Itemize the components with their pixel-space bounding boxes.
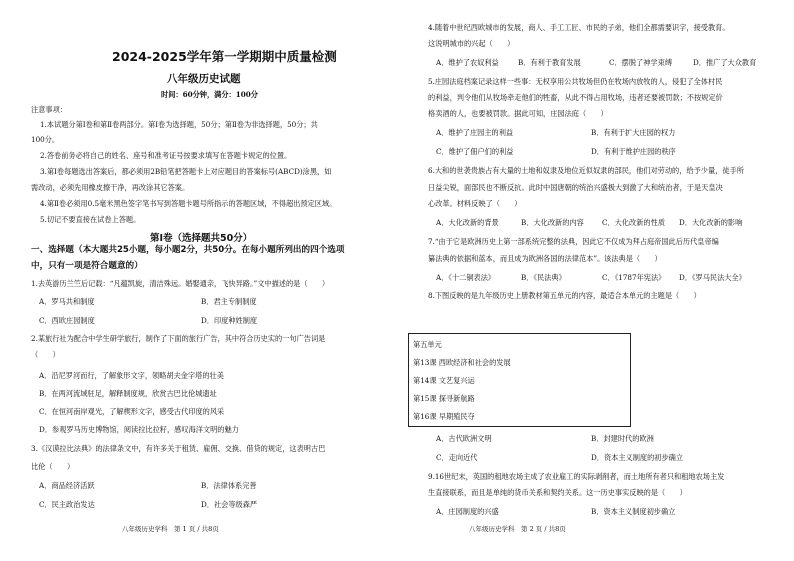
question-8-option-b: B．封建时代的欧洲	[591, 434, 654, 443]
question-5-option-d: D．有利于维护庄园的秩序	[591, 147, 676, 156]
question-9-stem: 9.16世纪末，英国的租地农场主成了农业雇工的实际剥削者，而土地所有者只和租地农场主发	[428, 472, 725, 481]
question-6-option-d: D．大化改新的影响	[679, 218, 743, 227]
lesson-item: 第16课 早期殖民夺	[413, 412, 475, 421]
notice-line: 2.答卷前务必将自己的姓名、座号和准考证号按要求填写在答题卡规定的位置。	[40, 151, 292, 160]
question-2-option-b: B．在两河流域驻足，解释制度规，欣赏古巴比伦城遗址	[39, 389, 217, 398]
page-footer: 八年级历史学科 第 1 页 / 共8页	[122, 525, 219, 533]
notice-heading: 注意事项：	[31, 105, 67, 114]
question-7-option-b: B．《民法典》	[521, 273, 566, 282]
question-7-stem: 7.“由于它是欧洲历史上第一部系统完整的法典，因此它不仅成为拜占庭帝国此后历代皇帝编	[428, 237, 719, 246]
question-6-option-c: C．大化改新的性质	[602, 218, 666, 227]
question-3-stem: 比伦（ ）	[31, 462, 75, 471]
question-1-option-d: D．印度种姓制度	[201, 316, 258, 325]
exam-meta: 时间：60分钟，满分：100分	[161, 90, 258, 99]
lesson-item: 第13课 西欧经济和社会的发展	[413, 358, 511, 367]
question-5-option-c: C．维护了佃户们的利益	[436, 147, 514, 156]
unit-heading: 第五单元	[413, 340, 442, 349]
question-5-stem: 5.庄园法庭档案记录这样一些事：无权享用公共牧场但仍在牧场内放牧的人，侵犯了全体村民	[428, 77, 723, 86]
question-8-option-c: C．走向近代	[436, 453, 478, 462]
unit-contents-box	[408, 333, 631, 427]
question-2-option-c: C．在恒河南岸观光，了解楔形文字，感受古代印度的风采	[39, 407, 225, 416]
question-3-stem: 3.《汉谟拉比法典》的法律条文中，有许多关于租赁、雇佣、交换、借贷的规定，这表明古巴	[31, 444, 326, 453]
question-5-stem: 格卖酒的人，也要被罚款。据此可知，庄园法庭（ ）	[428, 109, 608, 118]
question-4-stem: 4.随着中世纪西欧城市的发展，商人、手工工匠、市民的子弟，他们全都需要识字，接受教育。	[428, 23, 730, 32]
question-6-option-a: A．大化改新的背景	[436, 218, 499, 227]
question-7-option-c: C．《1787年宪法》	[602, 273, 666, 282]
question-9-option-a: A．庄园制度的兴盛	[436, 507, 499, 516]
question-6-stem: 心改革。材料反映了（ ）	[428, 199, 522, 208]
notice-line: 1.本试题分第Ⅰ卷和第Ⅱ卷两部分。第Ⅰ卷为选择题，50分；第Ⅱ卷为非选择题，50分；共	[40, 120, 318, 129]
question-7-stem: 纂法典的依据和蓝本，而且成为欧洲各国的法律范本”。该法典是（ ）	[428, 254, 662, 263]
question-3-option-d: D．社会等级森严	[201, 500, 258, 509]
question-5-stem: 的利益，判令他们从牧场牵走他们的牲畜，从此不得占用牧场，违者还要被罚款；不按规定价	[428, 93, 723, 102]
question-4-option-b: B．有利于教育发展	[518, 58, 581, 67]
question-1-stem: 1.去英游历兰竺后记载：“凡蕴凯旋，清洁殊远。婚娶通亲，飞快异路。”文中描述的是（ ）	[31, 279, 330, 288]
question-4-option-c: C．摆脱了神学束缚	[609, 58, 673, 67]
question-2-option-d: D．参观罗马历史博物馆，阅读拉比拉籽，感叹海洋文明的魅力	[39, 425, 239, 434]
notice-line: 100分。	[31, 135, 60, 144]
question-2-stem: 2.某旅行社为配合中学生研学旅行，制作了下面的旅行广告，其中符合历史实的一句广告词是	[31, 334, 326, 343]
page-right	[397, 0, 794, 561]
question-7-option-a: A．《十二铜表法》	[436, 273, 496, 282]
question-3-option-a: A．商品经济活跃	[39, 481, 95, 490]
question-5-option-b: B．有利于扩大庄园的权力	[591, 128, 676, 137]
lesson-item: 第15课 探寻新航路	[413, 394, 475, 403]
notice-line: 需改动，必须先用橡皮擦干净，再改涂其它答案。	[31, 183, 190, 192]
question-3-option-c: C．民主政治发达	[39, 500, 95, 509]
question-1-option-b: B．君主专制制度	[201, 297, 257, 306]
section-intro: 中，只有一项是符合题意的）	[31, 261, 143, 271]
question-9-option-b: B．资本主义制度初步确立	[591, 507, 676, 516]
question-4-stem: 这说明城市的兴起（ ）	[428, 39, 515, 48]
section-title: 第Ⅰ卷（选择题共50分）	[150, 233, 253, 244]
question-1-option-a: A．罗马共和制度	[39, 297, 95, 306]
question-6-stem: 日益尖锐，面部民也不断反抗。此时中国唐朝的统治兴盛极大到激了大和统治者，于是天皇决	[428, 183, 723, 192]
notice-line: 5.切记不要直接在试卷上答题。	[40, 215, 141, 224]
exam-title: 2024-2025学年第一学期期中质量检测	[112, 49, 337, 64]
question-8-option-d: D．资本主义制度的初步确立	[591, 453, 684, 462]
question-6-option-b: B．大化改新的内容	[521, 218, 584, 227]
question-6-stem: 6.大和的世袭贵族占有大量的土地和奴隶及地位近似奴隶的部民，他们对劳动的，给予少量，徒手所	[428, 166, 744, 175]
lesson-item: 第14课 文艺复兴运	[413, 376, 475, 385]
page-footer: 八年级历史学科 第 2 页 / 共8页	[469, 525, 566, 533]
question-3-option-b: B．法律体系完善	[201, 481, 257, 490]
question-9-stem: 生直接联系，而且是单纯的货币关系和契约关系。这一历史事实反映的是（ ）	[428, 488, 687, 497]
question-7-option-d: D．《罗马民法大全》	[679, 273, 746, 282]
section-intro: 一、选择题（本大题共25小题，每小题2分，共50分。在每小题所列出的四个选项	[31, 245, 345, 255]
notice-line: 3.第Ⅰ卷每题选出答案后，都必须用2B铅笔把答题卡上对应题目的答案标号(ABCD)涂黑，如	[40, 167, 332, 176]
exam-subtitle: 八年级历史试题	[167, 73, 241, 85]
question-1-option-c: C．西欧庄园制度	[39, 316, 95, 325]
question-4-option-d: D．推广了大众教育	[693, 58, 757, 67]
notice-line: 4.第Ⅱ卷必须用0.5毫米黑色签字笔书写到答题卡题号所指示的答题区域，不得超出预定区域。	[40, 199, 337, 208]
question-4-option-a: A．维护了农奴利益	[436, 58, 499, 67]
question-2-option-a: A．沿尼罗河而行，了解象形文字，领略胡夫金字塔的壮美	[39, 371, 224, 380]
question-5-option-a: A．维护了庄园主的利益	[436, 128, 514, 137]
question-2-stem: （ ）	[31, 350, 60, 359]
question-8-option-a: A．古代欧洲文明	[436, 434, 492, 443]
question-8-stem: 8.下图反映的是九年级历史上册教材第五单元的内容，最适合本单元的主题是（ ）	[428, 291, 701, 300]
